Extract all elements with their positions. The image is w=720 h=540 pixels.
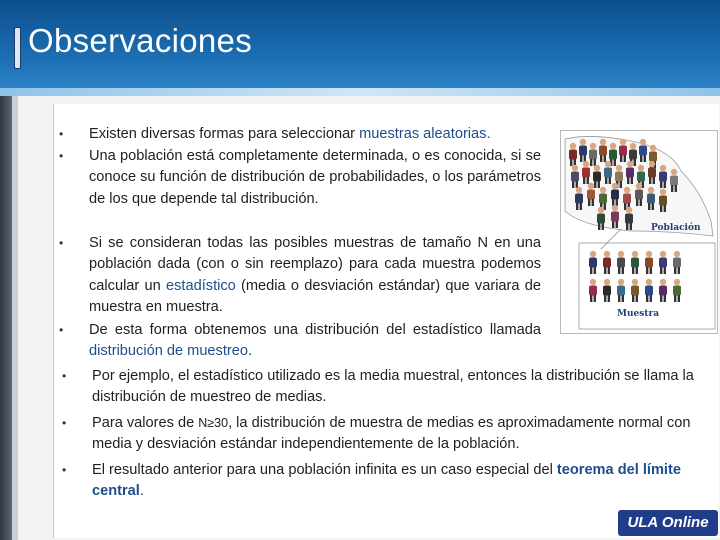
slide-title: Observaciones <box>28 22 253 59</box>
highlighted-term: distribución de muestreo <box>89 343 248 360</box>
list-item <box>59 320 541 363</box>
ula-online-logo: ULA Online <box>618 510 718 536</box>
bullet-marker: • <box>59 127 64 141</box>
list-item <box>59 233 541 319</box>
list-item <box>59 124 541 145</box>
population-label: Población <box>651 223 701 233</box>
title-accent-bar <box>14 27 21 69</box>
population-sample-illustration <box>560 130 718 334</box>
text-run: De esta forma obtenemos una distribución del estadístico llamada <box>89 322 541 338</box>
text-run: Si se consideran todas las posibles muestras de tamaño N en una población dada (con o sin reemplazo) para cada muestra podemos calcular un <box>89 235 541 294</box>
highlighted-term: muestras aleatorias. <box>359 126 491 142</box>
bullet-marker: • <box>59 323 64 337</box>
bullet-marker: • <box>62 369 67 383</box>
bullet-marker: • <box>59 149 64 163</box>
bullet-marker: • <box>59 236 64 250</box>
bullet-text <box>89 146 541 210</box>
highlighted-term: estadístico <box>166 277 236 294</box>
list-item <box>62 460 712 503</box>
sample-label: Muestra <box>617 309 660 319</box>
list-item <box>62 413 712 456</box>
bullet-text <box>92 413 712 456</box>
bullet-text <box>92 460 712 503</box>
bullet-text <box>89 124 541 145</box>
text-run: N≥30 <box>198 416 229 430</box>
bullet-text <box>92 366 712 409</box>
bullet-marker: • <box>62 416 67 430</box>
list-item <box>62 366 712 409</box>
left-decorative-strip-light <box>12 96 18 540</box>
text-run: Existen diversas formas para seleccionar <box>89 126 360 142</box>
text-run: . <box>248 343 253 360</box>
text-run: . <box>139 483 144 500</box>
text-run: (media o desviación estándar) que variara de muestra en muestra. <box>89 277 541 316</box>
text-run: Una población está completamente determinada, o es conocida, si se conoce su función de distribución de probabilidades, o los parámetros de los que depende tal distribución. <box>89 148 541 207</box>
highlighted-term: teorema del límite central <box>92 462 681 500</box>
bullet-text <box>89 233 541 319</box>
text-run: El resultado anterior para una población infinita es un caso especial del <box>92 462 557 478</box>
bullet-text <box>89 320 541 363</box>
header-stripe <box>0 88 720 96</box>
text-run: , la distribución de muestra de medias es aproximadamente normal con media y desviación estándar independientemente de la población. <box>92 415 691 453</box>
left-decorative-strip <box>0 96 12 540</box>
text-run: Por ejemplo, el estadístico utilizado es la media muestral, entonces la distribución se llama la distribución de muestreo de medias. <box>92 368 694 406</box>
bullet-marker: • <box>62 463 67 477</box>
list-item <box>59 146 541 210</box>
text-run: Para valores de <box>92 415 199 431</box>
